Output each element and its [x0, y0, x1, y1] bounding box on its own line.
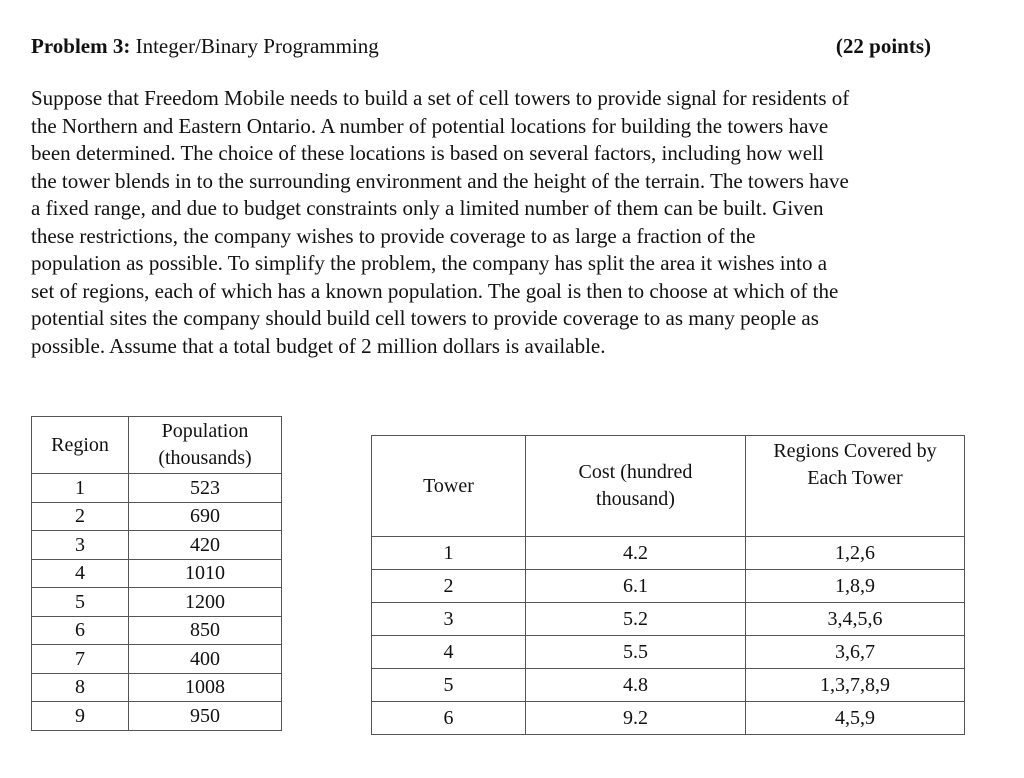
description-line: a fixed range, and due to budget constraints only a limited number of them can be built. Given — [31, 196, 824, 220]
population-header-line2: (thousands) — [158, 447, 252, 469]
problem-description — [31, 85, 991, 360]
table-row — [372, 570, 965, 603]
tower-cell: 5 — [372, 669, 526, 702]
problem-points: (22 points) — [835, 34, 931, 58]
region-cell: 6 — [32, 616, 129, 645]
regions-cell: 1,8,9 — [746, 570, 965, 603]
description-line: these restrictions, the company wishes to provide coverage to as large a fraction of the — [31, 223, 756, 248]
table-row — [32, 474, 282, 503]
table-row — [372, 603, 965, 636]
cost-cell: 9.2 — [526, 702, 746, 735]
population-header — [129, 417, 282, 474]
population-header-line1: Population — [161, 420, 249, 442]
region-cell: 2 — [32, 502, 129, 531]
regions-cell: 1,2,6 — [746, 537, 965, 570]
regions-header-line1: Regions Covered by — [773, 440, 937, 462]
problem-title: Integer/Binary Programming — [135, 34, 379, 58]
population-cell: 1008 — [129, 673, 282, 702]
regions-cell: 1,3,7,8,9 — [746, 669, 965, 702]
regions-cell: 3,6,7 — [746, 636, 965, 669]
population-cell: 1200 — [129, 588, 282, 617]
tower-cell: 2 — [372, 570, 526, 603]
table-row — [32, 502, 282, 531]
region-cell: 3 — [32, 531, 129, 560]
tower-cost-table — [371, 435, 965, 735]
region-cell: 8 — [32, 673, 129, 702]
region-cell: 5 — [32, 588, 129, 617]
description-line: possible. Assume that a total budget of 2 million dollars is available. — [31, 333, 606, 358]
table-row — [372, 669, 965, 702]
description-line: the Northern and Eastern Ontario. A number of potential locations for building the towers have — [31, 113, 829, 138]
problem-label: Problem 3: — [31, 34, 131, 58]
table-header-row — [372, 436, 965, 537]
population-cell: 523 — [129, 474, 282, 503]
cost-cell: 4.2 — [526, 537, 746, 570]
tower-cell: 4 — [372, 636, 526, 669]
cost-header-line1: Cost (hundred — [578, 461, 693, 483]
description-line: set of regions, each of which has a known population. The goal is then to choose at which of the — [31, 278, 839, 303]
regions-cell: 3,4,5,6 — [746, 603, 965, 636]
tower-cell: 1 — [372, 537, 526, 570]
regions-cell: 4,5,9 — [746, 702, 965, 735]
table-row — [372, 636, 965, 669]
problem-header — [31, 33, 931, 59]
population-cell: 850 — [129, 616, 282, 645]
cost-header — [526, 436, 746, 537]
table-row — [32, 559, 282, 588]
population-cell: 420 — [129, 531, 282, 560]
cost-cell: 6.1 — [526, 570, 746, 603]
table-row — [32, 702, 282, 731]
table-row — [32, 588, 282, 617]
table-row — [32, 616, 282, 645]
table-row — [32, 531, 282, 560]
cost-header-line2: thousand) — [596, 488, 675, 510]
region-cell: 9 — [32, 702, 129, 731]
region-header: Region — [32, 417, 129, 474]
tower-cell: 6 — [372, 702, 526, 735]
table-header-row — [32, 417, 282, 474]
population-cell: 1010 — [129, 559, 282, 588]
region-cell: 7 — [32, 645, 129, 674]
description-line: the tower blends in to the surrounding environment and the height of the terrain. The towers have — [31, 168, 849, 193]
regions-covered-header — [746, 436, 965, 537]
table-row — [32, 645, 282, 674]
table-row — [32, 673, 282, 702]
description-line: population as possible. To simplify the problem, the company has split the area it wishes into a — [31, 251, 828, 275]
population-cell: 690 — [129, 502, 282, 531]
description-line: potential sites the company should build cell towers to provide coverage to as many people as — [31, 306, 819, 330]
region-cell: 4 — [32, 559, 129, 588]
table-row — [372, 537, 965, 570]
population-cell: 950 — [129, 702, 282, 731]
region-cell: 1 — [32, 474, 129, 503]
region-population-table — [31, 416, 282, 731]
description-line: Suppose that Freedom Mobile needs to build a set of cell towers to provide signal for residents of — [31, 86, 850, 110]
cost-cell: 5.2 — [526, 603, 746, 636]
cost-cell: 4.8 — [526, 669, 746, 702]
tower-header: Tower — [372, 436, 526, 537]
table-row — [372, 702, 965, 735]
tower-cell: 3 — [372, 603, 526, 636]
cost-cell: 5.5 — [526, 636, 746, 669]
regions-header-line2: Each Tower — [807, 467, 903, 489]
population-cell: 400 — [129, 645, 282, 674]
description-line: been determined. The choice of these locations is based on several factors, including how well — [31, 141, 824, 165]
